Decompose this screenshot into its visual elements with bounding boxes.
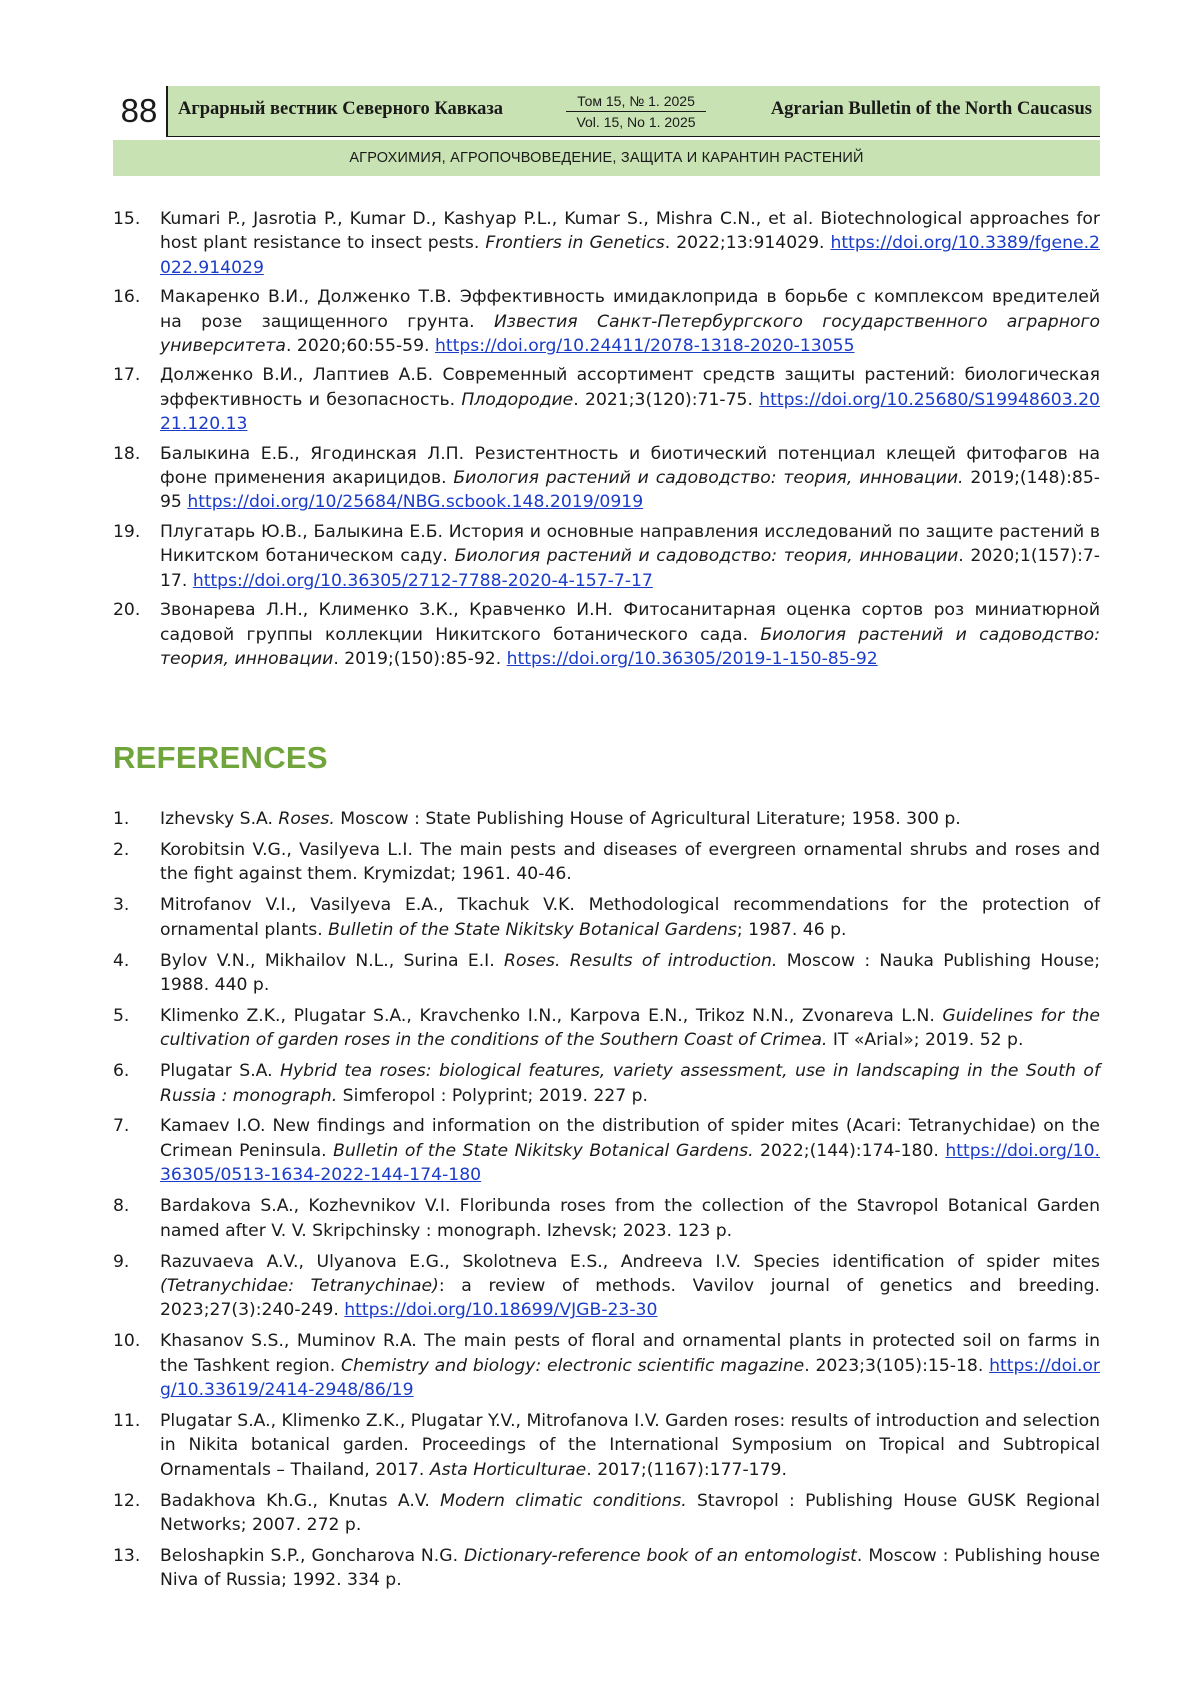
reference-number: 18. bbox=[113, 443, 141, 464]
reference-source: Известия Санкт-Петербургского государственного аграрного университета bbox=[160, 311, 1101, 357]
reference-text bbox=[160, 520, 1100, 593]
journal-title-en: Agrarian Bulletin of the North Caucasus bbox=[770, 99, 1092, 119]
reference-text bbox=[160, 893, 1100, 942]
reference-body: Badakhova Kh.G., Knutas A.V. bbox=[160, 1490, 441, 1511]
reference-item bbox=[113, 1059, 1100, 1108]
doi-link[interactable]: https://doi.org/10.36305/2019-1-150-85-92 bbox=[506, 648, 878, 669]
reference-source: Roses. bbox=[278, 809, 335, 829]
reference-item bbox=[113, 520, 1100, 593]
reference-item bbox=[113, 1329, 1100, 1402]
reference-details: 2022;(144):174-180. bbox=[753, 1140, 946, 1161]
reference-details: Moscow : Nauka Publishing House; 1988. 440 p. bbox=[160, 950, 1100, 995]
volume-ru: Том 15, № 1. 2025 bbox=[566, 91, 706, 112]
reference-item bbox=[113, 838, 1100, 887]
doi-link[interactable]: https://doi.org/10.3389/fgene.2022.914029 bbox=[160, 233, 1100, 278]
reference-source: Биология растений и садоводство: теория, инновации bbox=[160, 624, 1100, 669]
reference-text bbox=[160, 363, 1100, 436]
reference-number: 16. bbox=[113, 287, 141, 308]
reference-body: Beloshapkin S.P., Goncharova N.G. bbox=[160, 1545, 464, 1566]
reference-item bbox=[113, 285, 1100, 358]
reference-item bbox=[113, 363, 1100, 436]
reference-number: 15. bbox=[113, 209, 141, 229]
reference-text bbox=[160, 598, 1100, 671]
reference-source: Guidelines for the cultivation of garden roses in the conditions of the Southern Coast of Crimea. bbox=[160, 1005, 1100, 1051]
reference-source: Dictionary-reference book of an entomologist bbox=[464, 1545, 857, 1566]
reference-source: Modern climatic conditions. bbox=[440, 1490, 687, 1511]
reference-details: 2019;(148):85-95 bbox=[160, 468, 1100, 513]
doi-link[interactable]: https://doi.org/10.25680/S19948603.2021.120.13 bbox=[160, 389, 1100, 435]
reference-item bbox=[113, 442, 1100, 515]
reference-number: 10. bbox=[113, 1331, 141, 1352]
page-number: 88 bbox=[113, 86, 165, 136]
reference-details: . 2017;(1167):177-179. bbox=[586, 1459, 787, 1480]
reference-number: 19. bbox=[113, 521, 141, 542]
header-band bbox=[166, 86, 1100, 137]
reference-list-ru bbox=[113, 207, 1100, 676]
reference-body: Izhevsky S.A. bbox=[160, 809, 279, 829]
reference-number: 12. bbox=[113, 1490, 141, 1511]
reference-body: Звонарева Л.Н., Клименко З.К., Кравченко И.Н. Фитосанитарная оценка сортов роз миниатюрной садовой группы коллекции Никитского ботанического сада. bbox=[160, 600, 1100, 645]
reference-details: . 2023;3(105):15-18. bbox=[804, 1355, 990, 1376]
volume-info bbox=[566, 91, 706, 132]
reference-source: Плодородие bbox=[461, 389, 574, 410]
reference-source: Chemistry and biology: electronic scientific magazine bbox=[341, 1355, 805, 1376]
reference-text bbox=[160, 1194, 1100, 1243]
reference-text bbox=[160, 1329, 1100, 1402]
reference-text bbox=[160, 1489, 1100, 1538]
reference-item bbox=[113, 1409, 1100, 1482]
reference-number: 9. bbox=[113, 1251, 130, 1272]
reference-details: . Moscow : Publishing house Niva of Russia; 1992. 334 p. bbox=[160, 1545, 1100, 1591]
reference-source: Bulletin of the State Nikitsky Botanical Gardens bbox=[328, 919, 737, 940]
reference-list-en bbox=[113, 807, 1100, 1599]
reference-body: Plugatar S.A., Klimenko Z.K., Plugatar Y.V., Mitrofanova I.V. Garden roses: results of introduction and selection in Nikita botanical garden. Proceedings of the International Symposium on Tropical and Subtropical Ornamentals – Thailand, 2017. bbox=[160, 1410, 1100, 1480]
reference-details: . 2020;1(157):7-17. bbox=[160, 546, 1100, 591]
reference-item bbox=[113, 1114, 1100, 1187]
doi-link[interactable]: https://doi.org/10.33619/2414-2948/86/19 bbox=[160, 1355, 1100, 1401]
doi-link[interactable]: https://doi.org/10.36305/0513-1634-2022-144-174-180 bbox=[160, 1140, 1100, 1186]
reference-source: Биология растений и садоводство: теория, инновации bbox=[454, 546, 959, 567]
reference-number: 3. bbox=[113, 895, 130, 916]
reference-source: Roses. Results of introduction. bbox=[504, 950, 778, 971]
reference-text bbox=[160, 1409, 1100, 1482]
reference-body: Khasanov S.S., Muminov R.A. The main pests of floral and ornamental plants in protected soil on farms in the Tashkent region. bbox=[160, 1331, 1100, 1376]
reference-details: Moscow : State Publishing House of Agricultural Literature; 1958. 300 p. bbox=[334, 809, 961, 829]
reference-details: IT «Arial»; 2019. 52 p. bbox=[827, 1030, 1024, 1051]
reference-number: 4. bbox=[113, 950, 130, 971]
doi-link[interactable]: https://doi.org/10.18699/VJGB-23-30 bbox=[344, 1300, 658, 1321]
reference-number: 20. bbox=[113, 600, 141, 621]
reference-body: Балыкина Е.Б., Ягодинская Л.П. Резистентность и биотический потенциал клещей фитофагов на фоне применения акарицидов. bbox=[160, 443, 1100, 489]
reference-body: Mitrofanov V.I., Vasilyeva E.A., Tkachuk V.K. Methodological recommendations for the protection of ornamental plants. bbox=[160, 895, 1100, 940]
reference-source: Frontiers in Genetics bbox=[485, 233, 665, 254]
reference-item bbox=[113, 807, 1100, 831]
reference-number: 8. bbox=[113, 1196, 130, 1217]
reference-text bbox=[160, 949, 1100, 998]
reference-item bbox=[113, 1004, 1100, 1053]
reference-item bbox=[113, 949, 1100, 998]
reference-item bbox=[113, 1194, 1100, 1243]
reference-body: Плугатарь Ю.В., Балыкина Е.Б. История и основные направления исследований по защите растений в Никитском ботаническом саду. bbox=[160, 521, 1100, 567]
reference-details: : a review of methods. Vavilov journal of genetics and breeding. 2023;27(3):240-249. bbox=[160, 1275, 1100, 1321]
reference-source: (Tetranychidae: Tetranychinae) bbox=[160, 1275, 439, 1296]
reference-text bbox=[160, 207, 1100, 280]
reference-details: . 2022;13:914029. bbox=[664, 233, 831, 254]
reference-item bbox=[113, 1544, 1100, 1593]
reference-number: 2. bbox=[113, 839, 130, 860]
reference-text bbox=[160, 442, 1100, 515]
doi-link[interactable]: https://doi.org/10/25684/NBG.scbook.148.2019/0919 bbox=[187, 492, 644, 513]
reference-body: Долженко В.И., Лаптиев А.Б. Современный ассортимент средств защиты растений: биологическая эффективность и безопасность. bbox=[160, 365, 1100, 410]
reference-item bbox=[113, 598, 1100, 671]
reference-text bbox=[160, 1114, 1100, 1187]
reference-body: Макаренко В.И., Долженко Т.В. Эффективность имидаклоприда в борьбе с комплексом вредителей на розе защищенного грунта. bbox=[160, 287, 1100, 332]
running-header bbox=[113, 86, 1100, 136]
reference-text bbox=[160, 1544, 1100, 1593]
doi-link[interactable]: https://doi.org/10.36305/2712-7788-2020-4-157-7-17 bbox=[192, 570, 653, 591]
reference-body: Plugatar S.A. bbox=[160, 1061, 281, 1082]
reference-source: Asta Horticulturae bbox=[429, 1459, 587, 1480]
reference-number: 7. bbox=[113, 1116, 130, 1137]
reference-number: 11. bbox=[113, 1410, 141, 1431]
reference-body: Kamaev I.O. New findings and information on the distribution of spider mites (Acari: Tetranychidae) on the Crimean Peninsula. bbox=[160, 1116, 1100, 1161]
reference-body: Klimenko Z.K., Plugatar S.A., Kravchenko I.N., Karpova E.N., Trikoz N.N., Zvonareva L.N. bbox=[160, 1005, 943, 1026]
reference-source: Bulletin of the State Nikitsky Botanical Gardens. bbox=[333, 1140, 754, 1161]
reference-item bbox=[113, 1250, 1100, 1323]
reference-details: Simferopol : Polyprint; 2019. 227 p. bbox=[337, 1085, 649, 1106]
doi-link[interactable]: https://doi.org/10.24411/2078-1318-2020-13055 bbox=[434, 336, 855, 357]
reference-body: Bardakova S.A., Kozhevnikov V.I. Floribunda roses from the collection of the Stavropol Botanical Garden named after V. V. Skripchinsky : monograph. Izhevsk; 2023. 123 p. bbox=[160, 1196, 1100, 1241]
reference-number: 1. bbox=[113, 809, 130, 829]
reference-details: ; 1987. 46 p. bbox=[736, 919, 847, 940]
references-heading: REFERENCES bbox=[113, 740, 328, 775]
reference-body: Kumari P., Jasrotia P., Kumar D., Kashyap P.L., Kumar S., Mishra C.N., et al. Biotechnological approaches for host plant resistance to insect pests. bbox=[160, 209, 1100, 254]
reference-details: . 2021;3(120):71-75. bbox=[573, 389, 760, 410]
reference-details: . 2019;(150):85-92. bbox=[333, 648, 507, 669]
volume-en: Vol. 15, No 1. 2025 bbox=[576, 114, 696, 130]
section-title: АГРОХИМИЯ, АГРОПОЧВОВЕДЕНИЕ, ЗАЩИТА И КАРАНТИН РАСТЕНИЙ bbox=[113, 140, 1100, 176]
reference-source: Hybrid tea roses: biological features, variety assessment, use in landscaping in the South of Russia : monograph. bbox=[160, 1061, 1100, 1106]
reference-text bbox=[160, 1004, 1100, 1053]
reference-item bbox=[113, 207, 1100, 280]
journal-title-ru: Аграрный вестник Северного Кавказа bbox=[178, 99, 504, 119]
reference-number: 5. bbox=[113, 1005, 130, 1026]
reference-number: 17. bbox=[113, 365, 141, 386]
reference-body: Bylov V.N., Mikhailov N.L., Surina E.I. bbox=[160, 950, 505, 971]
reference-number: 6. bbox=[113, 1061, 130, 1082]
reference-text bbox=[160, 285, 1100, 358]
reference-source: Биология растений и садоводство: теория, инновации. bbox=[453, 468, 964, 489]
reference-body: Korobitsin V.G., Vasilyeva L.I. The main pests and diseases of evergreen ornamental shrubs and roses and the fight against them. Krymizdat; 1961. 40-46. bbox=[160, 839, 1100, 885]
reference-text bbox=[160, 1250, 1100, 1323]
reference-number: 13. bbox=[113, 1545, 141, 1566]
reference-text bbox=[160, 1059, 1100, 1108]
reference-text bbox=[160, 807, 1100, 831]
reference-item bbox=[113, 1489, 1100, 1538]
reference-details: Stavropol : Publishing House GUSK Regional Networks; 2007. 272 p. bbox=[160, 1490, 1100, 1536]
reference-text bbox=[160, 838, 1100, 887]
reference-item bbox=[113, 893, 1100, 942]
reference-body: Razuvaeva A.V., Ulyanova E.G., Skolotneva E.S., Andreeva I.V. Species identification of spider mites bbox=[160, 1251, 1100, 1272]
reference-details: . 2020;60:55-59. bbox=[285, 336, 435, 357]
